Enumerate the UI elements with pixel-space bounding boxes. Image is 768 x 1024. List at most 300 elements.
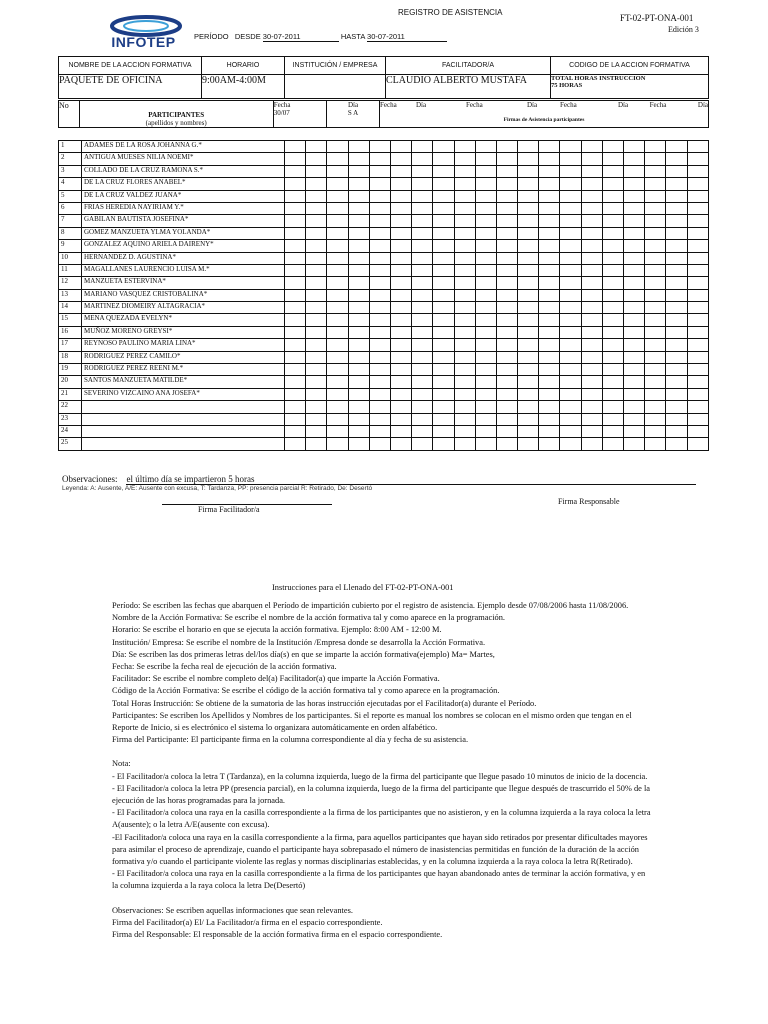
signature-cell: [496, 425, 517, 437]
signature-cell: [433, 364, 454, 376]
signature-cell: [624, 351, 645, 363]
signature-cell: [560, 351, 581, 363]
signature-cell: [412, 141, 433, 153]
participant-name: HERNANDEZ D. AGUSTINA*: [82, 252, 285, 264]
signature-cell: [327, 227, 348, 239]
signature-cell: [560, 314, 581, 326]
signature-cell: [348, 227, 369, 239]
signature-cell: [348, 339, 369, 351]
signature-cell: [560, 153, 581, 165]
signature-cell: [433, 351, 454, 363]
signature-cell: [369, 153, 390, 165]
signature-cell: [687, 240, 708, 252]
table-row: [59, 153, 709, 165]
row-number: 17: [59, 339, 82, 351]
signature-cell: [645, 314, 666, 326]
row-number: 14: [59, 302, 82, 314]
table-row: [59, 425, 709, 437]
logo-text: INFOTEP: [111, 34, 176, 50]
signature-cell: [624, 326, 645, 338]
signature-cell: [475, 351, 496, 363]
signature-cell: [433, 264, 454, 276]
instruction-paragraph: [112, 746, 652, 758]
signature-cell: [306, 351, 327, 363]
signature-cell: [666, 364, 687, 376]
signature-cell: [327, 425, 348, 437]
signature-cell: [624, 302, 645, 314]
signature-cell: [454, 302, 475, 314]
signature-cell: [475, 364, 496, 376]
signature-cell: [433, 240, 454, 252]
signature-cell: [496, 153, 517, 165]
period-label: PERÍODO: [194, 32, 229, 41]
signature-cell: [475, 425, 496, 437]
signature-cell: [369, 202, 390, 214]
participant-name: SANTOS MANZUETA MATILDE*: [82, 376, 285, 388]
signature-cell: [285, 141, 306, 153]
signature-cell: [412, 364, 433, 376]
signature-cell: [454, 339, 475, 351]
signature-cell: [348, 240, 369, 252]
signature-cell: [306, 388, 327, 400]
table-row: [59, 326, 709, 338]
signature-cell: [369, 190, 390, 202]
participant-name: FRIAS HEREDIA NAYIRIAM Y.*: [82, 202, 285, 214]
table-row: [59, 351, 709, 363]
signature-cell: [645, 190, 666, 202]
signature-cell: [624, 376, 645, 388]
signature-cell: [581, 376, 602, 388]
instruction-paragraph: Nombre de la Acción Formativa: Se escribe el nombre de la acción formativa tal y como aparece en la programación.: [112, 613, 505, 623]
participant-name: GOMEZ MANZUETA YLMA YOLANDA*: [82, 227, 285, 239]
signature-cell: [560, 413, 581, 425]
instruction-paragraph: Código de la Acción Formativa: Se escribe el código de la acción formativa tal y como aparece en la programación.: [112, 686, 500, 696]
signature-cell: [687, 141, 708, 153]
signature-cell: [645, 227, 666, 239]
table-row: [59, 289, 709, 301]
table-row: [59, 178, 709, 190]
signature-cell: [687, 252, 708, 264]
signature-cell: [348, 438, 369, 450]
signature-cell: [348, 141, 369, 153]
signature-cell: [433, 376, 454, 388]
signature-cell: [327, 364, 348, 376]
signature-cell: [475, 240, 496, 252]
table-row: [59, 277, 709, 289]
signature-cell: [306, 252, 327, 264]
accion-value: PAQUETE DE OFICINA: [59, 75, 202, 99]
fecha-4: Fecha: [560, 101, 577, 109]
signature-cell: [560, 401, 581, 413]
signature-cell: [496, 302, 517, 314]
signature-cell: [412, 190, 433, 202]
signature-cell: [306, 178, 327, 190]
signature-cell: [581, 277, 602, 289]
signature-cell: [602, 388, 623, 400]
signature-cell: [327, 438, 348, 450]
signature-cell: [475, 277, 496, 289]
signature-cell: [306, 413, 327, 425]
signature-cell: [390, 165, 411, 177]
info-table: [58, 56, 709, 99]
signature-cell: [666, 202, 687, 214]
signature-cell: [602, 326, 623, 338]
participantes-header: [79, 101, 273, 128]
table-row: [59, 227, 709, 239]
signature-cell: [412, 153, 433, 165]
signature-cell: [666, 153, 687, 165]
signature-cell: [518, 264, 539, 276]
signature-cell: [496, 202, 517, 214]
to-date-field: [367, 32, 447, 42]
fecha-3: Fecha: [466, 101, 483, 109]
signature-cell: [348, 190, 369, 202]
signature-cell: [285, 339, 306, 351]
signature-cell: [496, 326, 517, 338]
dia-4: Día: [617, 101, 629, 109]
signature-cell: [369, 289, 390, 301]
signature-cell: [687, 302, 708, 314]
signature-cell: [560, 202, 581, 214]
row-number: 24: [59, 425, 82, 437]
signature-cell: [581, 190, 602, 202]
signature-cell: [539, 264, 560, 276]
participant-name: SEVERINO VIZCAINO ANA JOSEFA*: [82, 388, 285, 400]
signature-cell: [666, 178, 687, 190]
signature-cell: [475, 153, 496, 165]
instruction-paragraph: Institución/ Empresa: Se escribe el nombre de la Institución /Empresa donde se desarrolla la Acción Formativa.: [112, 637, 486, 647]
table-row: [59, 252, 709, 264]
signature-cell: [412, 302, 433, 314]
signature-cell: [518, 141, 539, 153]
signature-cell: [327, 141, 348, 153]
signature-cell: [602, 227, 623, 239]
signature-cell: [454, 227, 475, 239]
signature-cell: [602, 178, 623, 190]
signature-cell: [624, 413, 645, 425]
signature-cell: [327, 289, 348, 301]
signature-cell: [560, 178, 581, 190]
signature-cell: [369, 401, 390, 413]
signature-cell: [348, 264, 369, 276]
signature-cell: [666, 351, 687, 363]
table-row: [59, 264, 709, 276]
signature-cell: [496, 364, 517, 376]
signature-cell: [581, 153, 602, 165]
signature-cell: [327, 314, 348, 326]
signature-cell: [390, 339, 411, 351]
period-row: [194, 32, 447, 42]
signature-cell: [518, 326, 539, 338]
participant-name: RODRIGUEZ PEREZ REENI M.*: [82, 364, 285, 376]
signature-cell: [560, 277, 581, 289]
signature-cell: [687, 413, 708, 425]
table-row: [59, 202, 709, 214]
signature-cell: [412, 215, 433, 227]
signature-cell: [390, 153, 411, 165]
signature-cell: [454, 289, 475, 301]
signature-cell: [306, 314, 327, 326]
fecha-1: [273, 101, 326, 128]
signature-cell: [327, 215, 348, 227]
signature-cell: [306, 141, 327, 153]
signature-cell: [390, 376, 411, 388]
signature-cell: [454, 413, 475, 425]
dia-1-label: Día: [347, 101, 359, 109]
signature-cell: [560, 215, 581, 227]
signature-cell: [496, 141, 517, 153]
table-row: [59, 438, 709, 450]
signature-cell: [433, 252, 454, 264]
edition: Edición 3: [668, 25, 699, 34]
signature-cell: [496, 351, 517, 363]
signature-cell: [539, 252, 560, 264]
participantes-sub: (apellidos y nombres): [145, 119, 207, 127]
signature-cell: [412, 202, 433, 214]
signature-cell: [454, 264, 475, 276]
signature-cell: [666, 240, 687, 252]
signature-cell: [285, 252, 306, 264]
signature-cell: [348, 302, 369, 314]
signature-cell: [539, 240, 560, 252]
signature-cell: [390, 388, 411, 400]
signature-cell: [327, 165, 348, 177]
signature-cell: [518, 277, 539, 289]
signature-cell: [390, 277, 411, 289]
signature-cell: [666, 388, 687, 400]
signature-cell: [602, 252, 623, 264]
signature-cell: [687, 314, 708, 326]
signature-cell: [602, 413, 623, 425]
signature-cell: [454, 364, 475, 376]
signature-cell: [285, 376, 306, 388]
signature-cell: [539, 165, 560, 177]
signature-cell: [602, 364, 623, 376]
dia-5: Día: [697, 101, 708, 109]
signature-cell: [518, 240, 539, 252]
signature-cell: [496, 277, 517, 289]
instruction-paragraph: -El Facilitador/a coloca una raya en la casilla correspondiente a la firma, para aquellos participantes que hayan sido retirados por presentar dificultades mayores para asimilar el proceso de aprendizaje, cuando el participante haya sobrepasado el número de inasistencias permitidas en función de la duración de la acción formativa y/o cuando el participante violente las reglas y normas disciplinarias establecidas, y en la columna izquierda a la raya coloca la letra R(Retirado).: [112, 832, 648, 867]
signature-cell: [475, 190, 496, 202]
row-number: 7: [59, 215, 82, 227]
row-number: 18: [59, 351, 82, 363]
signature-cell: [560, 190, 581, 202]
signature-cell: [412, 376, 433, 388]
signature-cell: [560, 240, 581, 252]
attendance-rows: [58, 140, 709, 451]
signature-cell: [475, 339, 496, 351]
signature-cell: [306, 165, 327, 177]
signature-cell: [475, 178, 496, 190]
signature-cell: [454, 388, 475, 400]
signature-cell: [560, 425, 581, 437]
fecha-2: Fecha: [380, 101, 397, 109]
signature-cell: [327, 401, 348, 413]
signature-cell: [285, 215, 306, 227]
signature-cell: [306, 240, 327, 252]
signature-cell: [624, 314, 645, 326]
firma-facilitador: Firma Facilitador/a: [198, 505, 260, 514]
signature-cell: [348, 252, 369, 264]
participant-name: DE LA CRUZ VALDEZ JUANA*: [82, 190, 285, 202]
signature-cell: [369, 277, 390, 289]
signature-cell: [412, 289, 433, 301]
signature-cell: [624, 438, 645, 450]
instruction-paragraph: Fecha: Se escribe la fecha real de ejecución de la acción formativa.: [112, 662, 337, 672]
signature-cell: [306, 153, 327, 165]
signature-cell: [624, 401, 645, 413]
signature-cell: [348, 178, 369, 190]
signature-cell: [412, 425, 433, 437]
signature-cell: [433, 202, 454, 214]
participant-name: MUÑOZ MORENO GREYSI*: [82, 326, 285, 338]
signature-cell: [624, 178, 645, 190]
signature-cell: [645, 153, 666, 165]
signature-cell: [327, 202, 348, 214]
signature-cell: [412, 413, 433, 425]
signature-cell: [285, 351, 306, 363]
signature-cell: [348, 364, 369, 376]
signature-cell: [666, 165, 687, 177]
participant-name: GABILAN BAUTISTA JOSEFINA*: [82, 215, 285, 227]
signature-cell: [581, 388, 602, 400]
signature-cell: [666, 227, 687, 239]
signature-cell: [539, 202, 560, 214]
signature-cell: [560, 289, 581, 301]
signature-cell: [475, 302, 496, 314]
signature-cell: [496, 215, 517, 227]
signature-cell: [327, 388, 348, 400]
participant-name: [82, 401, 285, 413]
signature-cell: [433, 425, 454, 437]
signature-cell: [624, 364, 645, 376]
signature-cell: [369, 388, 390, 400]
row-number: 10: [59, 252, 82, 264]
signature-cell: [369, 252, 390, 264]
signature-cell: [454, 425, 475, 437]
table-row: [59, 190, 709, 202]
signature-cell: [306, 277, 327, 289]
signature-cell: [666, 314, 687, 326]
signature-cell: [581, 289, 602, 301]
table-row: [59, 413, 709, 425]
signature-cell: [518, 401, 539, 413]
signature-cell: [369, 264, 390, 276]
signature-cell: [412, 326, 433, 338]
signature-cell: [624, 339, 645, 351]
signature-cell: [496, 240, 517, 252]
row-number: 22: [59, 401, 82, 413]
instruction-paragraph: - El Facilitador/a coloca una raya en la casilla correspondiente a la firma de los participantes que hayan abandonado antes de terminar la acción formativa, y en la columna izquierda a la raya coloca la letra De(Desertó): [112, 869, 646, 891]
signature-cell: [390, 326, 411, 338]
signature-cell: [560, 339, 581, 351]
signature-cell: [666, 141, 687, 153]
signature-cell: [645, 364, 666, 376]
signature-cell: [687, 438, 708, 450]
dia-1: [327, 101, 380, 128]
signature-cell: [390, 425, 411, 437]
signature-cell: [390, 141, 411, 153]
signature-cell: [645, 264, 666, 276]
signature-cell: [496, 264, 517, 276]
instruction-paragraph: Nota:: [112, 759, 131, 769]
signature-cell: [327, 240, 348, 252]
row-number: 6: [59, 202, 82, 214]
signature-cell: [539, 351, 560, 363]
signature-cell: [687, 364, 708, 376]
signature-cell: [602, 438, 623, 450]
signature-cell: [581, 227, 602, 239]
signature-cell: [433, 314, 454, 326]
signature-cell: [624, 289, 645, 301]
signature-cell: [285, 425, 306, 437]
participant-name: REYNOSO PAULINO MARIA LINA*: [82, 339, 285, 351]
signature-cell: [454, 438, 475, 450]
signature-cell: [581, 438, 602, 450]
signature-cell: [390, 252, 411, 264]
signature-cell: [602, 289, 623, 301]
signature-cell: [539, 190, 560, 202]
col-horario: HORARIO: [202, 57, 285, 75]
attendance-header: [58, 100, 709, 128]
fecha-1-value: 30/07: [273, 109, 290, 117]
signature-cell: [327, 413, 348, 425]
signature-cell: [327, 252, 348, 264]
signature-cell: [454, 240, 475, 252]
table-row: [59, 314, 709, 326]
signature-cell: [518, 227, 539, 239]
participant-name: MARTINEZ DIOMEIRY ALTAGRACIA*: [82, 302, 285, 314]
signature-cell: [369, 339, 390, 351]
signature-cell: [539, 178, 560, 190]
row-number: 12: [59, 277, 82, 289]
signature-cell: [348, 401, 369, 413]
signature-cell: [348, 314, 369, 326]
signature-cell: [306, 326, 327, 338]
signature-cell: [369, 351, 390, 363]
participant-name: DE LA CRUZ FLORES ANABEL*: [82, 178, 285, 190]
signature-cell: [327, 178, 348, 190]
signature-cell: [518, 413, 539, 425]
signature-cell: [560, 227, 581, 239]
signature-cell: [602, 277, 623, 289]
signature-cell: [645, 376, 666, 388]
signature-cell: [518, 364, 539, 376]
signature-cell: [454, 141, 475, 153]
signature-cell: [687, 351, 708, 363]
row-number: 19: [59, 364, 82, 376]
signature-cell: [624, 202, 645, 214]
signature-cell: [412, 277, 433, 289]
signature-cell: [306, 401, 327, 413]
signature-cell: [454, 314, 475, 326]
signature-cell: [539, 401, 560, 413]
signature-cell: [666, 376, 687, 388]
signature-cell: [581, 202, 602, 214]
signature-cell: [645, 339, 666, 351]
signature-cell: [560, 264, 581, 276]
signature-cell: [285, 202, 306, 214]
table-row: [59, 364, 709, 376]
signature-cell: [518, 190, 539, 202]
signature-cell: [327, 376, 348, 388]
signature-cell: [687, 264, 708, 276]
form-title: REGISTRO DE ASISTENCIA: [398, 8, 503, 17]
signature-cell: [581, 326, 602, 338]
signature-cell: [518, 438, 539, 450]
signature-cell: [327, 339, 348, 351]
signature-cell: [645, 289, 666, 301]
